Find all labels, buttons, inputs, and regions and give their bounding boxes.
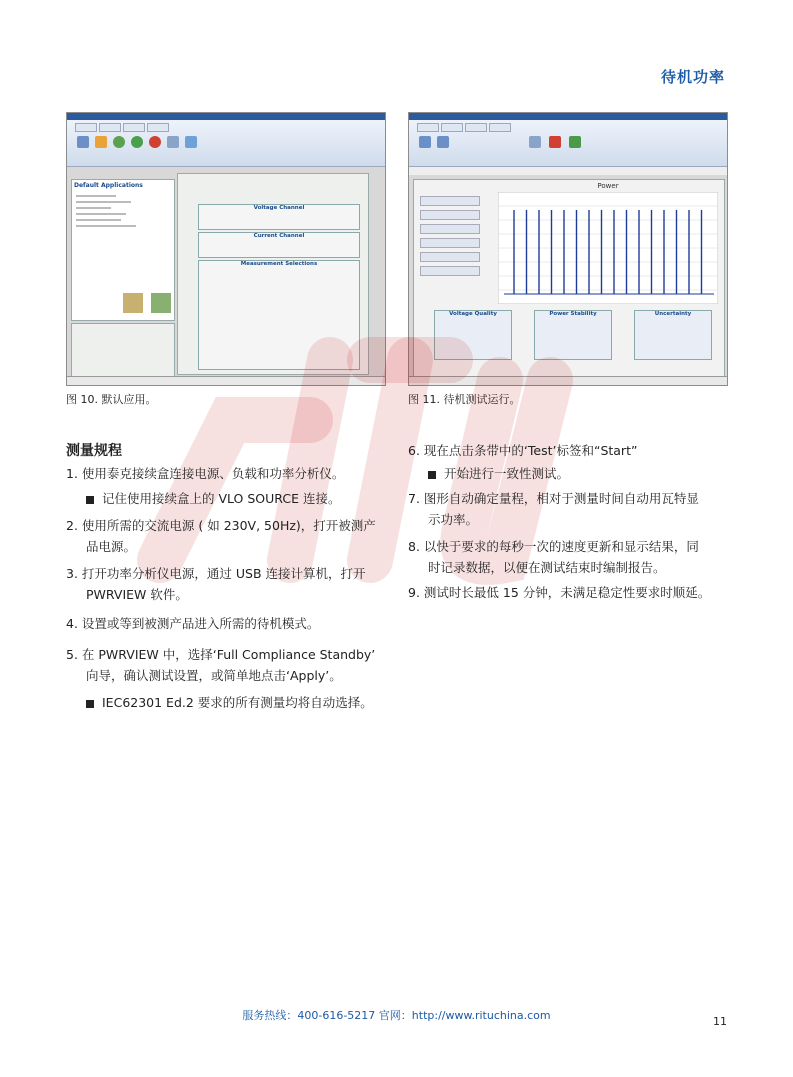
network-icon (185, 136, 197, 148)
list-item: 4. 设置或等到被测产品进入所需的待机模式。 (66, 616, 320, 631)
remove-icon (149, 136, 161, 148)
list-item: 9. 测试时长最低 15 分钟，未满足稳定性要求时顺延。 (408, 585, 711, 600)
power-chart-title: Power (597, 182, 619, 190)
list-item: 6. 现在点击条带中的‘Test’标签和“Start” (408, 443, 638, 458)
add-icon (131, 136, 143, 148)
start-icon (437, 136, 449, 148)
serial-port-icon (167, 136, 179, 148)
figure-11-caption: 图 11. 待机测试运行。 (408, 393, 521, 406)
right-column (408, 440, 738, 603)
ribbon-tab (417, 123, 439, 132)
instrument-info-panel (71, 323, 175, 377)
power-chart (498, 192, 718, 304)
list-item-continuation: 向导，确认测试设置，或简单地点击‘Apply’。 (86, 668, 342, 683)
list-item: 2. 使用所需的交流电源 ( 如 230V, 50Hz)，打开被测产 (66, 518, 376, 533)
list-item-continuation: 时记录数据，以便在测试结束时编制报告。 (428, 560, 666, 575)
figure-10-screenshot (66, 112, 386, 386)
section-title: 测量规程 (66, 443, 122, 459)
square-bullet-icon (86, 700, 94, 708)
power-stability-title: Power Stability (549, 311, 597, 317)
ribbon-tab (123, 123, 145, 132)
status-bar (67, 376, 385, 385)
list-item-continuation: PWRVIEW 软件。 (86, 587, 188, 602)
export-csv-icon (569, 136, 581, 148)
ribbon-tab (489, 123, 511, 132)
ribbon-tab (99, 123, 121, 132)
ribbon-tab (465, 123, 487, 132)
ribbon-toolbar (67, 120, 385, 167)
ribbon-tab (441, 123, 463, 132)
status-bar (409, 376, 727, 385)
page-header-title: 待机功率 (660, 68, 725, 86)
left-column (66, 463, 396, 713)
list-item: 7. 图形自动确定量程，相对于测量时间自动用瓦特显 (408, 491, 699, 506)
results-tabs (409, 167, 727, 175)
sidebar-title: Default Applications (74, 182, 143, 189)
list-item: 1. 使用泰克接续盒连接电源、负载和功率分析仪。 (66, 466, 345, 481)
folder-icon (95, 136, 107, 148)
manage-icon (419, 136, 431, 148)
voltage-quality-title: Voltage Quality (449, 311, 497, 317)
wizard-button[interactable] (123, 293, 143, 313)
ribbon-tab (75, 123, 97, 132)
save-icon (77, 136, 89, 148)
ribbon-tab (147, 123, 169, 132)
readings-column (420, 196, 480, 296)
current-channel-title: Current Channel (253, 233, 305, 239)
list-item-continuation: 示功率。 (428, 512, 479, 527)
list-item: 5. 在 PWRVIEW 中，选择‘Full Compliance Standby’ (66, 647, 376, 662)
window-titlebar (67, 113, 385, 120)
window-titlebar (409, 113, 727, 120)
figure-10-caption: 图 10. 默认应用。 (66, 393, 157, 406)
footer-contact: 服务热线：400-616-5217 官网：http://www.rituchina.com (242, 1009, 551, 1022)
square-bullet-icon (86, 496, 94, 504)
page-number: 11 (713, 1015, 727, 1028)
list-bullet: 记住使用接续盒上的 VLO SOURCE 连接。 (66, 488, 396, 509)
list-bullet: IEC62301 Ed.2 要求的所有测量均将自动选择。 (66, 692, 396, 713)
pdf-report-icon (549, 136, 561, 148)
test-data-icon (529, 136, 541, 148)
list-item: 8. 以快于要求的每秒一次的速度更新和显示结果，同 (408, 539, 699, 554)
figure-11-screenshot (408, 112, 728, 386)
square-bullet-icon (428, 471, 436, 479)
results-panel (413, 179, 725, 381)
uncertainty-title: Uncertainty (654, 311, 692, 317)
voltage-channel-title: Voltage Channel (253, 205, 305, 211)
settings-panel (177, 173, 369, 375)
list-item: 3. 打开功率分析仪电源，通过 USB 连接计算机，打开 (66, 566, 366, 581)
ribbon-toolbar (409, 120, 727, 167)
apply-button[interactable] (151, 293, 171, 313)
list-bullet: 开始进行一致性测试。 (408, 463, 738, 484)
list-item-continuation: 品电源。 (86, 539, 137, 554)
upload-icon (113, 136, 125, 148)
measurement-selections-title: Measurement Selections (240, 261, 318, 267)
